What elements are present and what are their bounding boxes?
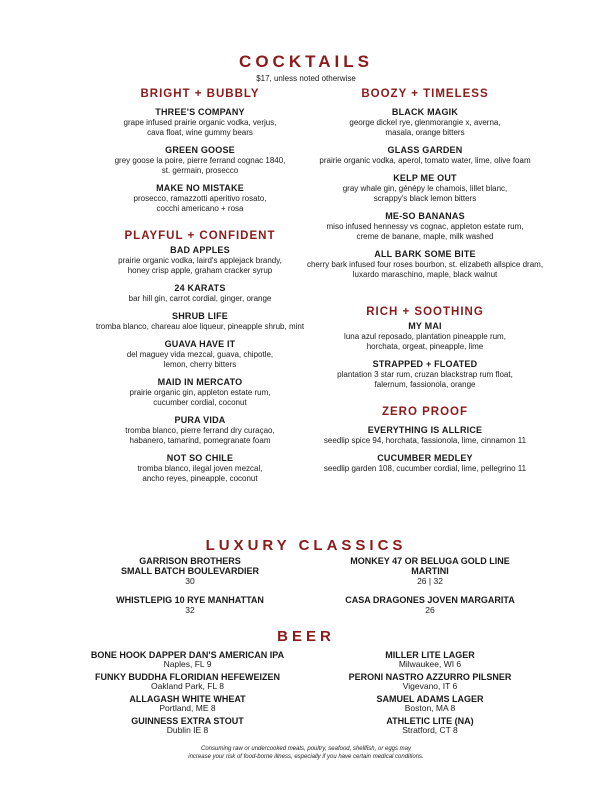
beer-item <box>325 717 535 735</box>
item-desc: luna azul reposado, plantation pineapple rum, <box>344 332 506 341</box>
menu-item <box>90 453 310 484</box>
item-name: MARTINI <box>411 566 449 576</box>
item-desc: del maguey vida mezcal, guava, chipotle, <box>126 350 274 359</box>
item-price: 26 <box>425 605 435 615</box>
item-name: BLACK MAGIK <box>391 107 459 117</box>
item-name: 24 KARATS <box>174 283 226 293</box>
item-desc: scrappy's black lemon bitters <box>373 194 477 203</box>
item-name: GREEN GOOSE <box>165 145 235 155</box>
disclaimer-line: increase your risk of food-borne illness, especially if you have certain medical conditions. <box>188 754 424 760</box>
item-name: CASA DRAGONES JOVEN MARGARITA <box>345 595 515 605</box>
luxury-classics-title: LUXURY CLASSICS <box>205 537 407 554</box>
beer-origin: Vigevano, IT 6 <box>402 681 458 691</box>
menu-item <box>90 145 310 176</box>
item-desc: george dickel rye, glenmorangie x, averna, <box>349 118 501 127</box>
section-heading: ZERO PROOF <box>381 406 469 418</box>
section-heading: BRIGHT + BUBBLY <box>140 88 260 100</box>
luxury-item <box>100 595 280 615</box>
item-desc: habanero, tamarind, pomegranate foam <box>129 436 271 445</box>
item-name: MAKE NO MISTAKE <box>156 183 244 193</box>
item-price: 30 <box>185 576 195 586</box>
luxury-left-column <box>100 556 280 624</box>
section-playful-confident <box>90 230 310 484</box>
item-name: CUCUMBER MEDLEY <box>377 453 473 463</box>
beer-item <box>325 673 535 691</box>
item-price: 32 <box>185 605 195 615</box>
section-heading: BOOZY + TIMELESS <box>361 88 489 100</box>
beer-name: PERONI NASTRO AZZURRO PILSNER <box>348 672 512 682</box>
menu-item <box>305 145 545 166</box>
menu-item <box>305 321 545 352</box>
cocktails-left-column <box>90 88 310 484</box>
luxury-item <box>335 595 525 615</box>
luxury-item <box>335 556 525 586</box>
section-heading: RICH + SOOTHING <box>366 306 484 318</box>
item-desc: cava float, wine gummy bears <box>147 128 253 137</box>
beer-item <box>325 695 535 713</box>
item-desc: seedlip spice 94, horchata, fassionola, lime, cinnamon 11 <box>323 436 527 445</box>
beer-origin: Oakland Park, FL 8 <box>151 681 224 691</box>
item-desc: cocchi americano + rosa <box>156 204 244 213</box>
item-desc: luxardo maraschino, maple, black walnut <box>352 270 498 279</box>
beer-item <box>85 695 290 713</box>
beer-title: BEER <box>277 628 335 645</box>
item-name: ALL BARK SOME BITE <box>374 249 476 259</box>
item-desc: gray whale gin, génépy le chamois, lillet blanc, <box>342 184 508 193</box>
food-safety-disclaimer <box>0 745 612 761</box>
menu-item <box>305 173 545 204</box>
item-name: MAID IN MERCATO <box>157 377 243 387</box>
cocktails-title: COCKTAILS <box>239 52 373 71</box>
item-desc: honey crisp apple, graham cracker syrup <box>127 266 273 275</box>
beer-name: SAMUEL ADAMS LAGER <box>376 694 484 704</box>
item-name: EVERYTHING IS ALLRICE <box>367 425 483 435</box>
item-desc: bar hill gin, carrot cordial, ginger, orange <box>128 294 272 303</box>
menu-item <box>90 339 310 370</box>
luxury-item <box>100 556 280 586</box>
beer-name: MILLER LITE LAGER <box>385 650 475 660</box>
section-boozy-timeless <box>305 88 545 280</box>
item-name: GLASS GARDEN <box>387 145 463 155</box>
item-name: STRAPPED + FLOATED <box>372 359 478 369</box>
item-name: KELP ME OUT <box>393 173 457 183</box>
beer-item <box>85 651 290 669</box>
item-desc: prairie organic vodka, aperol, tomato water, lime, olive foam <box>319 156 531 165</box>
item-desc: horchata, orgeat, pineapple, lime <box>366 342 484 351</box>
beer-name: ATHLETIC LITE (NA) <box>386 716 474 726</box>
item-desc: grey goose la poire, pierre ferrand cognac 1840, <box>114 156 286 165</box>
item-desc: prairie organic gin, appleton estate rum, <box>129 388 271 397</box>
beer-origin: Milwaukee, WI 6 <box>398 659 462 669</box>
item-name: MONKEY 47 OR BELUGA GOLD LINE <box>350 556 510 566</box>
menu-item <box>305 453 545 474</box>
section-zero-proof <box>305 406 545 474</box>
beer-item <box>85 717 290 735</box>
item-desc: lemon, cherry bitters <box>163 360 237 369</box>
menu-item <box>305 359 545 390</box>
price-note: $17, unless noted otherwise <box>256 74 356 83</box>
item-desc: falernum, fassionola, orange <box>374 380 476 389</box>
beer-right-column <box>325 651 535 739</box>
beer-name: ALLAGASH WHITE WHEAT <box>129 694 246 704</box>
beer-origin: Naples, FL 9 <box>163 659 212 669</box>
item-name: SMALL BATCH BOULEVARDIER <box>121 566 259 576</box>
menu-item <box>90 283 310 304</box>
item-name: GUAVA HAVE IT <box>164 339 236 349</box>
menu-item <box>305 211 545 242</box>
cocktails-right-column <box>305 88 545 474</box>
beer-item <box>85 673 290 691</box>
section-heading: PLAYFUL + CONFIDENT <box>124 230 276 242</box>
item-desc: miso infused hennessy vs cognac, appleton estate rum, <box>326 222 524 231</box>
item-desc: tromba blanco, ilegal joven mezcal, <box>137 464 263 473</box>
item-desc: cucumber cordial, coconut <box>153 398 247 407</box>
section-rich-soothing <box>305 306 545 390</box>
beer-origin: Stratford, CT 8 <box>402 725 458 735</box>
item-name: BAD APPLES <box>170 245 230 255</box>
item-desc: prosecco, ramazzotti aperitivo rosato, <box>133 194 267 203</box>
item-name: ME-SO BANANAS <box>385 211 465 221</box>
menu-item <box>90 415 310 446</box>
menu-item <box>90 245 310 276</box>
item-desc: tromba blanco, chareau aloe liqueur, pineapple shrub, mint <box>95 322 305 331</box>
beer-origin: Portland, ME 8 <box>159 703 216 713</box>
menu-item <box>90 377 310 408</box>
item-desc: seedlip garden 108, cucumber cordial, lime, pellegrino 11 <box>323 464 527 473</box>
menu-item <box>90 183 310 214</box>
item-name: GARRISON BROTHERS <box>139 556 241 566</box>
item-desc: plantation 3 star rum, cruzan blackstrap rum float, <box>337 370 513 379</box>
beer-name: FUNKY BUDDHA FLORIDIAN HEFEWEIZEN <box>95 672 280 682</box>
beer-item <box>325 651 535 669</box>
menu-item <box>90 311 310 332</box>
item-desc: creme de banane, maple, milk washed <box>356 232 494 241</box>
item-desc: grape infused prairie organic vodka, verjus, <box>123 118 277 127</box>
beer-left-column <box>85 651 290 739</box>
disclaimer-line: Consuming raw or undercooked meats, poultry, seafood, shellfish, or eggs may <box>201 746 411 752</box>
item-price: 26 | 32 <box>417 576 443 586</box>
section-bright-bubbly <box>90 88 310 214</box>
item-name: MY MAI <box>408 321 442 331</box>
menu-item <box>305 425 545 446</box>
beer-name: GUINNESS EXTRA STOUT <box>131 716 244 726</box>
menu-item <box>305 107 545 138</box>
item-name: THREE'S COMPANY <box>155 107 245 117</box>
item-name: WHISTLEPIG 10 RYE MANHATTAN <box>116 595 264 605</box>
menu-item <box>305 249 545 280</box>
item-name: NOT SO CHILE <box>166 453 234 463</box>
item-desc: tromba blanco, pierre ferrand dry curaçao, <box>125 426 275 435</box>
item-desc: prairie organic vodka, laird's applejack brandy, <box>118 256 282 265</box>
item-name: PURA VIDA <box>174 415 226 425</box>
item-desc: ancho reyes, pineapple, coconut <box>142 474 258 483</box>
menu-item <box>90 107 310 138</box>
item-name: SHRUB LIFE <box>172 311 228 321</box>
beer-name: BONE HOOK DAPPER DAN'S AMERICAN IPA <box>90 650 285 660</box>
beer-origin: Dublin IE 8 <box>166 725 209 735</box>
beer-origin: Boston, MA 8 <box>404 703 456 713</box>
item-desc: st. germain, prosecco <box>161 166 239 175</box>
item-desc: cherry bark infused four roses bourbon, st. elizabeth allspice dram, <box>306 260 544 269</box>
luxury-right-column <box>335 556 525 624</box>
item-desc: masala, orange bitters <box>385 128 465 137</box>
